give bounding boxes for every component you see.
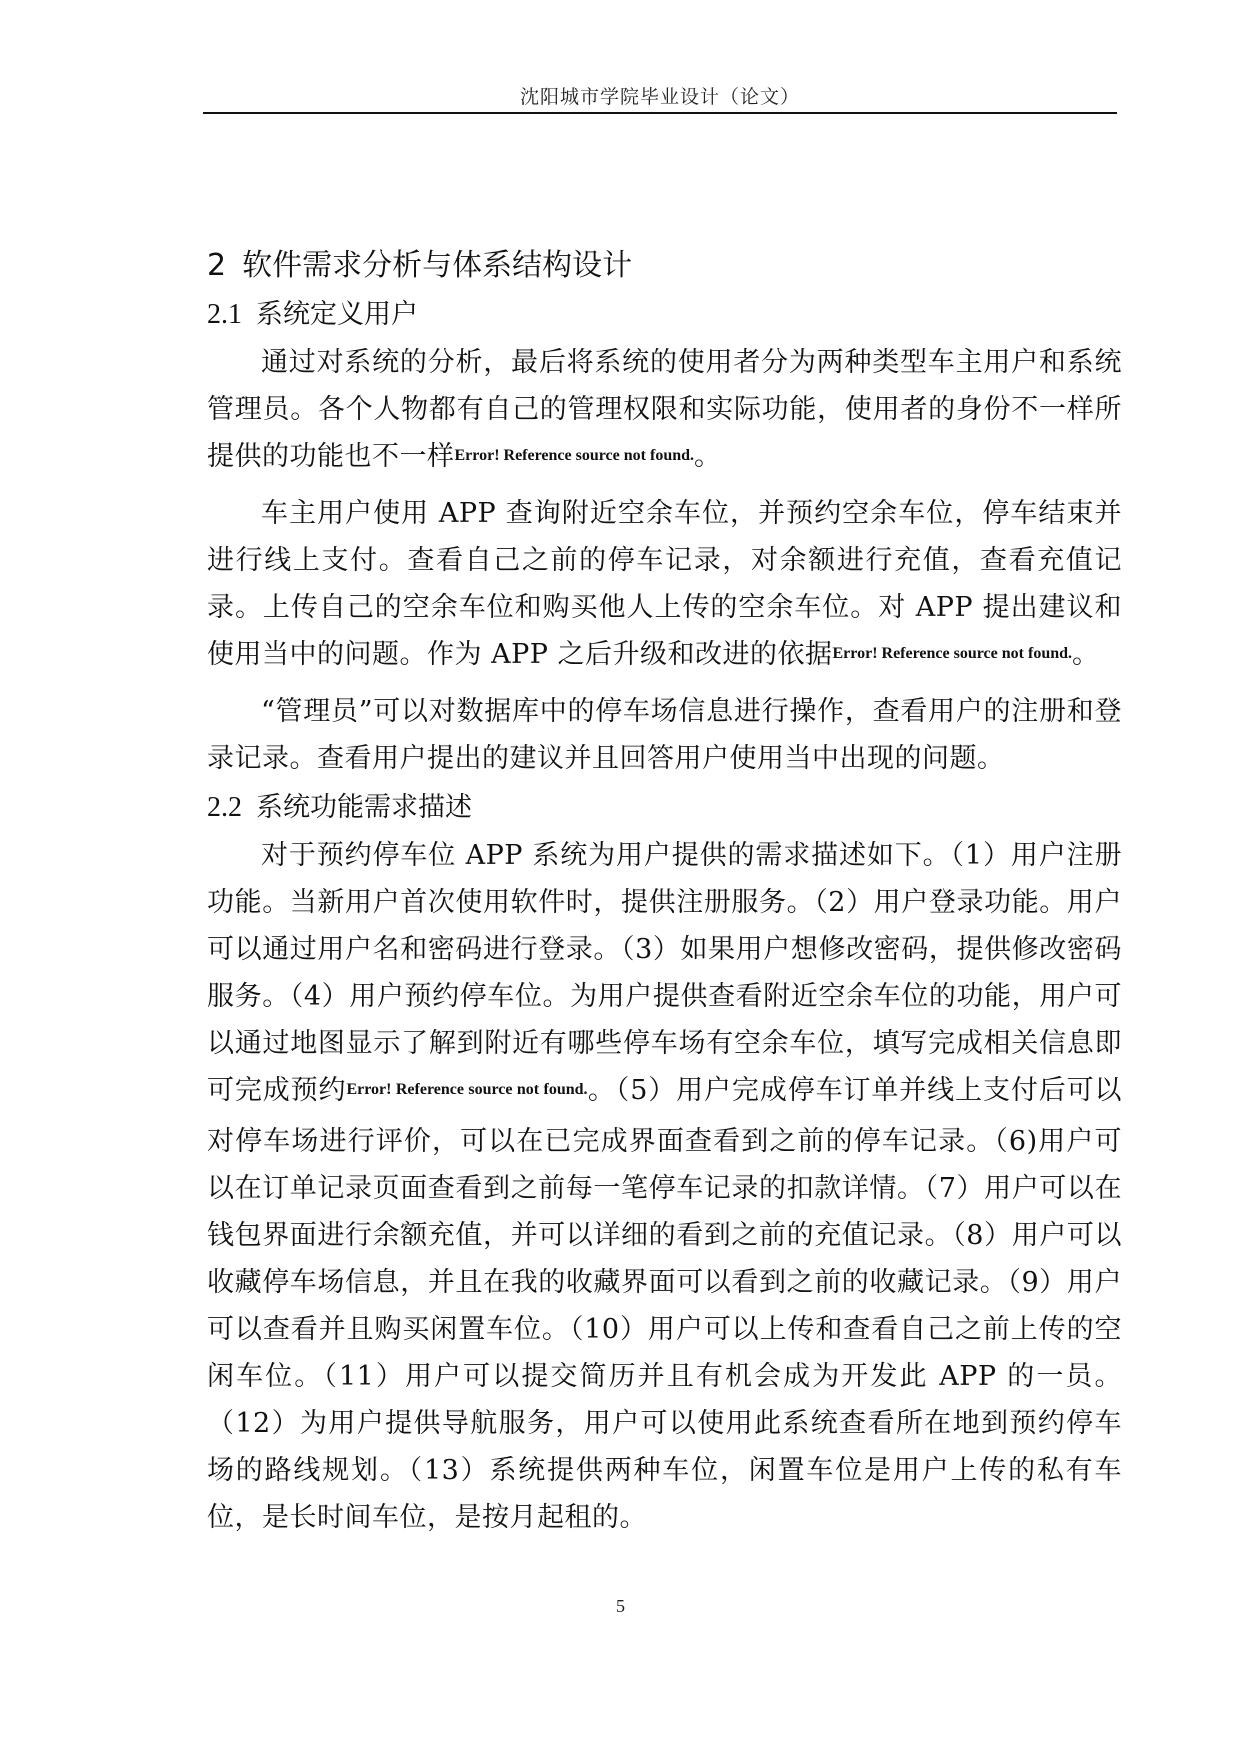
paragraph-text: 对于预约停车位 APP 系统为用户提供的需求描述如下。（1）用户注册功能。当新用户首次使用软件时，提供注册服务。（2）用户登录功能。用户可以通过用户名和密码进行登录。（3）如果用户想修改密码，提供修改密码服务。（4）用户预约停车位。为用户提供查看附近空余车位的功能，用户可以通过地图显示了解到附近有哪些停车场有空余车位，填写完成相关信息即可完成预约 [207, 840, 1122, 1106]
document-body [207, 245, 1122, 1547]
paragraph-text: 车主用户使用 APP 查询附近空余车位，并预约空余车位，停车结束并进行线上支付。查看自己之前的停车记录，对余额进行充值，查看充值记录。上传自己的空余车位和购买他人上传的空余车位。对 APP 提出建议和使用当中的问题。作为 APP 之后升级和改进的依据 [207, 498, 1122, 670]
chapter-heading [207, 245, 1122, 287]
page-header: 沈阳城市学院毕业设计（论文） [519, 86, 800, 108]
paragraph [207, 688, 1122, 782]
paragraph [207, 339, 1122, 484]
section-number: 2.2 [207, 792, 242, 823]
section-heading-2-1 [207, 295, 1122, 335]
paragraph-tail: 。 [694, 441, 722, 472]
header-rule [203, 112, 1117, 114]
section-title: 系统功能需求描述 [256, 792, 472, 823]
section-number: 2.1 [207, 299, 242, 330]
reference-error: Error! Reference source not found. [346, 1081, 588, 1098]
paragraph [207, 832, 1122, 1541]
paragraph [207, 490, 1122, 682]
section-title: 系统定义用户 [256, 299, 418, 330]
page-number: 5 [616, 1596, 625, 1616]
reference-error: Error! Reference source not found. [832, 645, 1073, 662]
paragraph-text: “管理员”可以对数据库中的停车场信息进行操作，查看用户的注册和登录记录。查看用户提出的建议并且回答用户使用当中出现的问题。 [207, 696, 1122, 774]
paragraph-tail: 。（5）用户完成停车订单并线上支付后可以对停车场进行评价，可以在已完成界面查看到之前的停车记录。（6)用户可以在订单记录页面查看到之前每一笔停车记录的扣款详情。（7）用户可以在钱包界面进行余额充值，并可以详细的看到之前的充值记录。（8）用户可以收藏停车场信息，并且在我的收藏界面可以看到之前的收藏记录。（9）用户可以查看并且购买闲置车位。（10）用户可以上传和查看自己之前上传的空闲车位。（11）用户可以提交简历并且有机会成为开发此 APP 的一员。（12）为用户提供导航服务，用户可以使用此系统查看所在地到预约停车场的路线规划。（13）系统提供两种车位，闲置车位是用户上传的私有车位，是长时间车位，是按月起租的。 [207, 1075, 1122, 1533]
section-heading-2-2 [207, 788, 1122, 828]
paragraph-text: 通过对系统的分析，最后将系统的使用者分为两种类型车主用户和系统管理员。各个人物都有自己的管理权限和实际功能，使用者的身份不一样所提供的功能也不一样 [207, 347, 1122, 472]
paragraph-tail: 。 [1072, 639, 1100, 670]
reference-error: Error! Reference source not found. [454, 447, 695, 464]
chapter-number: 2 [207, 248, 227, 283]
chapter-title: 软件需求分析与体系结构设计 [242, 248, 633, 283]
